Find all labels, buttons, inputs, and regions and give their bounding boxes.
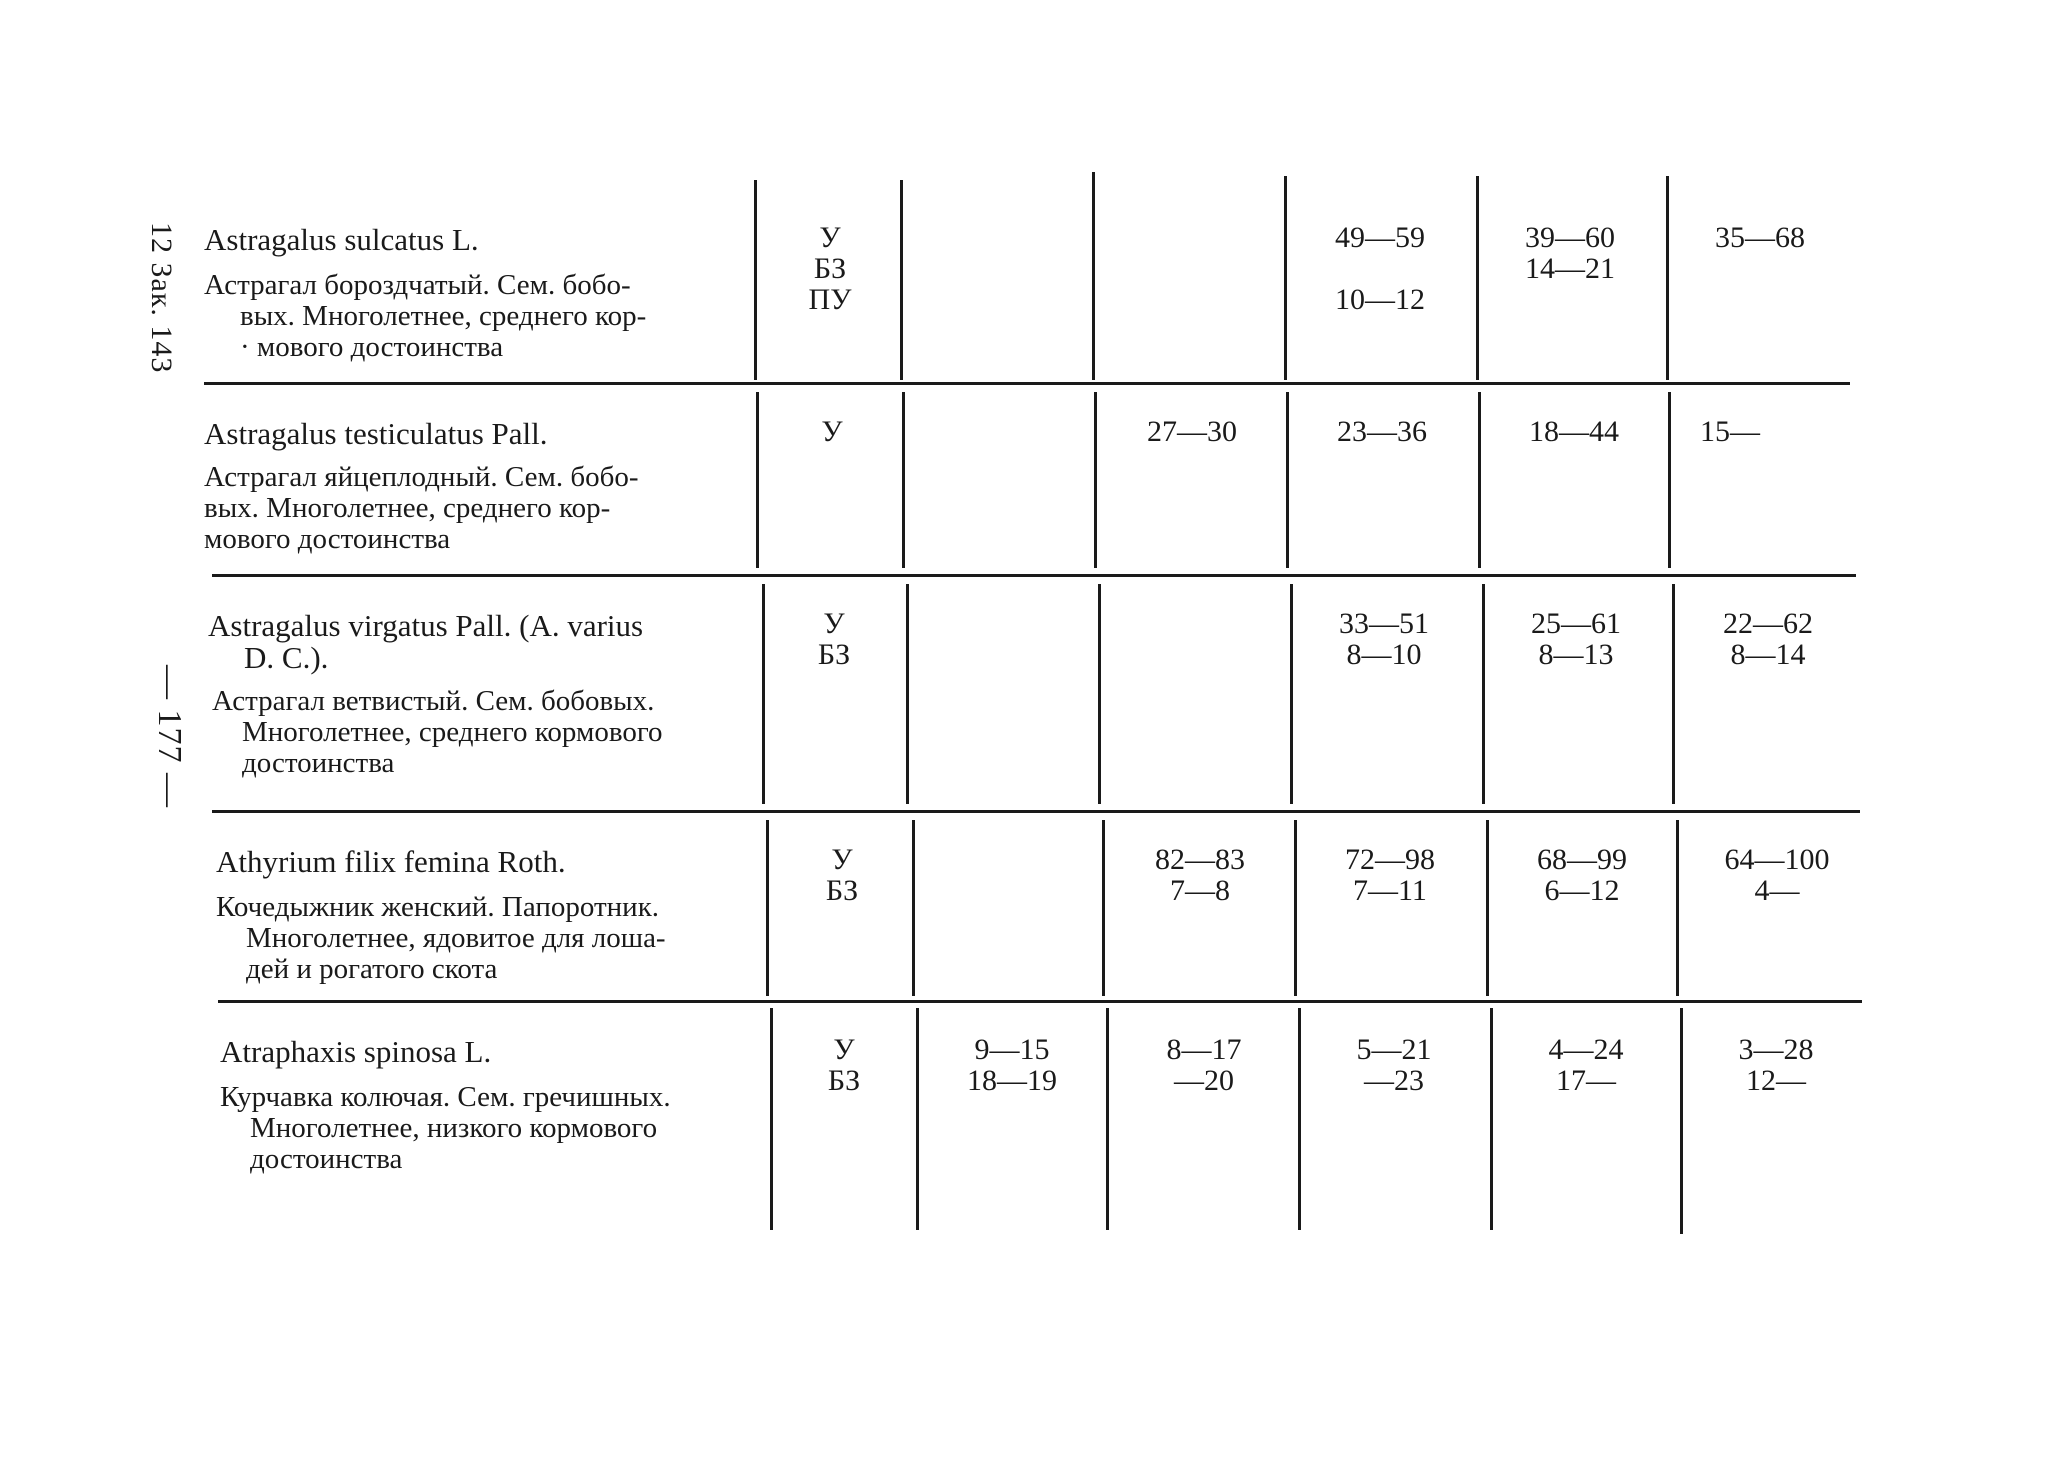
species-latin-name: Astragalus virgatus Pall. (A. varius <box>208 608 644 643</box>
description-continuation: Многолетнее, ядовитое для лоша- дей и рогатого скота <box>246 922 666 985</box>
species-description <box>204 462 738 555</box>
species-description <box>216 892 750 985</box>
description-line: Астрагал ветвистый. Сем. бобовых. <box>212 685 655 717</box>
value-cell: 8—17 —20 <box>1166 1033 1242 1097</box>
description-continuation: Многолетнее, низкого кормового достоинства <box>250 1112 658 1175</box>
page-number: — 177 — <box>151 665 188 808</box>
column-divider <box>1286 392 1289 568</box>
species-description <box>204 270 738 363</box>
value-cell: 27—30 <box>1147 415 1237 448</box>
column-divider <box>770 1008 773 1230</box>
value-cell: 35—68 <box>1715 221 1805 254</box>
description-continuation: вых. Многолетнее, среднего кор- · мового достоинства <box>240 300 647 363</box>
column-divider <box>1486 820 1489 996</box>
column-divider <box>1680 1008 1683 1234</box>
value-cell: 49—59 10—12 <box>1335 221 1425 316</box>
value-cell: 64—100 4— <box>1724 843 1830 907</box>
description-line: Астрагал яйцеплодный. Сем. бобо- <box>204 461 639 493</box>
value-cell: 72—98 7—11 <box>1345 843 1435 907</box>
column-divider <box>754 180 757 380</box>
column-divider <box>1294 820 1297 996</box>
column-divider <box>1102 820 1105 996</box>
habitat-marks: У БЗ ПУ <box>808 221 852 316</box>
habitat-marks: У БЗ <box>825 843 859 907</box>
value-cell: 25—61 8—13 <box>1531 607 1621 671</box>
habitat-marks: У <box>821 415 843 448</box>
row-separator <box>204 382 1850 385</box>
column-divider <box>1482 584 1485 804</box>
species-latin-name: Astragalus testiculatus Pall. <box>204 416 548 451</box>
column-divider <box>1098 584 1101 804</box>
row-separator <box>212 574 1856 577</box>
description-continuation: вых. Многолетнее, среднего кор- мового достоинства <box>204 492 611 555</box>
column-divider <box>1284 176 1287 380</box>
value-cell: 18—44 <box>1529 415 1619 448</box>
row-separator <box>218 1000 1862 1003</box>
column-divider <box>1106 1008 1109 1230</box>
column-divider <box>762 584 765 804</box>
row-separator <box>212 810 1860 813</box>
description-line: Курчавка колючая. Сем. гречишных. <box>220 1081 671 1113</box>
column-divider <box>906 584 909 804</box>
habitat-marks: У БЗ <box>817 607 851 671</box>
description-line: Кочедыжник женский. Папоротник. <box>216 891 660 923</box>
value-cell: 3—28 12— <box>1738 1033 1814 1097</box>
column-divider <box>1668 392 1671 568</box>
column-divider <box>1478 392 1481 568</box>
column-divider <box>1676 820 1679 996</box>
value-cell: 9—15 18—19 <box>967 1033 1057 1097</box>
value-cell: 68—99 6—12 <box>1537 843 1627 907</box>
column-divider <box>756 392 759 568</box>
description-line: Астрагал бороздчатый. Сем. бобо- <box>204 269 631 301</box>
column-divider <box>1666 176 1669 380</box>
species-description <box>212 686 746 779</box>
description-continuation: Многолетнее, среднего кормового достоинства <box>242 716 663 779</box>
column-divider <box>900 180 903 380</box>
column-divider <box>1290 584 1293 804</box>
species-latin-name-continuation: D. C.). <box>244 640 329 675</box>
value-cell: 22—62 8—14 <box>1723 607 1813 671</box>
column-divider <box>902 392 905 568</box>
column-divider <box>912 820 915 996</box>
value-cell: 82—83 7—8 <box>1155 843 1245 907</box>
value-cell: 15— <box>1700 415 1760 448</box>
value-cell: 23—36 <box>1337 415 1427 448</box>
column-divider <box>1092 172 1095 380</box>
margin-order-note: 12 Зак. 143 <box>145 222 178 374</box>
column-divider <box>1094 392 1097 568</box>
species-latin-name: Atraphaxis spinosa L. <box>220 1034 492 1069</box>
column-divider <box>916 1008 919 1230</box>
value-cell: 33—51 8—10 <box>1339 607 1429 671</box>
value-cell: 39—60 14—21 <box>1525 221 1615 285</box>
column-divider <box>1298 1008 1301 1230</box>
value-cell: 4—24 17— <box>1548 1033 1624 1097</box>
value-cell: 5—21 —23 <box>1356 1033 1432 1097</box>
column-divider <box>766 820 769 996</box>
habitat-marks: У БЗ <box>827 1033 861 1097</box>
column-divider <box>1490 1008 1493 1230</box>
species-description <box>220 1082 754 1175</box>
species-latin-name: Astragalus sulcatus L. <box>204 222 479 257</box>
column-divider <box>1672 584 1675 804</box>
column-divider <box>1476 176 1479 380</box>
species-latin-name: Athyrium filix femina Roth. <box>216 844 566 879</box>
